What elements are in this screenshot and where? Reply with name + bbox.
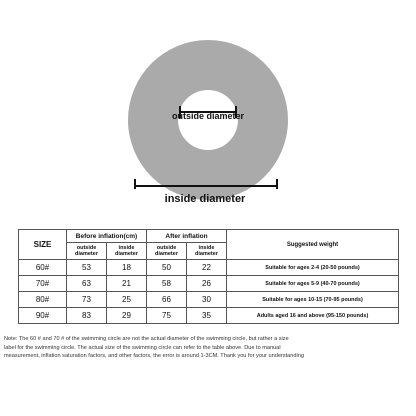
outer-dimension-label: inside diameter (164, 193, 246, 205)
before-inside-subheader: inside diameter (107, 243, 147, 260)
suggested-weight-cell: Suitable for ages 2-4 (20-50 pounds) (227, 260, 399, 276)
size-header: SIZE (19, 230, 67, 260)
before-outside-cell: 83 (67, 308, 107, 324)
note-line: measurement, inflation saturation factors, and other factors, the error is around 1-3CM. Thank you for your understanding (4, 353, 304, 359)
size-cell: 90# (19, 308, 67, 324)
outer-dimension-bracket (134, 178, 278, 190)
before-outside-subheader: outside diameter (67, 243, 107, 260)
after-inside-cell: 35 (187, 308, 227, 324)
before-inside-cell: 25 (107, 292, 147, 308)
before-inflation-header: Before inflation(cm) (67, 230, 147, 243)
note-paragraph (4, 335, 414, 361)
table-row (19, 292, 399, 308)
after-outside-cell: 58 (147, 276, 187, 292)
after-inflation-header: After inflation (147, 230, 227, 243)
suggested-weight-cell: Adults aged 16 and above (95-150 pounds) (227, 308, 399, 324)
size-table (18, 229, 399, 324)
after-outside-cell: 66 (147, 292, 187, 308)
suggested-weight-cell: Suitable for ages 5-9 (40-70 pounds) (227, 276, 399, 292)
suggested-weight-header: Suggested weight (227, 230, 399, 260)
size-cell: 80# (19, 292, 67, 308)
after-inside-cell: 26 (187, 276, 227, 292)
size-cell: 60# (19, 260, 67, 276)
size-cell: 70# (19, 276, 67, 292)
before-outside-cell: 73 (67, 292, 107, 308)
after-outside-cell: 75 (147, 308, 187, 324)
table-row (19, 260, 399, 276)
inner-dimension-label: outside diameter (171, 111, 245, 121)
note-line: Note: The 60 # and 70 # of the swimming circle are not the actual diameter of the swimming circle, but rather a size (4, 336, 289, 342)
after-inside-cell: 30 (187, 292, 227, 308)
table-row (19, 308, 399, 324)
before-outside-cell: 63 (67, 276, 107, 292)
table-row (19, 276, 399, 292)
after-inside-cell: 22 (187, 260, 227, 276)
after-outside-subheader: outside diameter (147, 243, 187, 260)
before-inside-cell: 21 (107, 276, 147, 292)
before-inside-cell: 29 (107, 308, 147, 324)
before-outside-cell: 53 (67, 260, 107, 276)
before-inside-cell: 18 (107, 260, 147, 276)
table-header-row (19, 230, 399, 243)
note-line: label for the swimming circle. The actual size of the swimming circle can refer to the table above. Due to manual (4, 344, 281, 351)
after-outside-cell: 50 (147, 260, 187, 276)
swim-ring-diagram (128, 40, 288, 200)
after-inside-subheader: inside diameter (187, 243, 227, 260)
suggested-weight-cell: Suitable for ages 10-15 (70-95 pounds) (227, 292, 399, 308)
